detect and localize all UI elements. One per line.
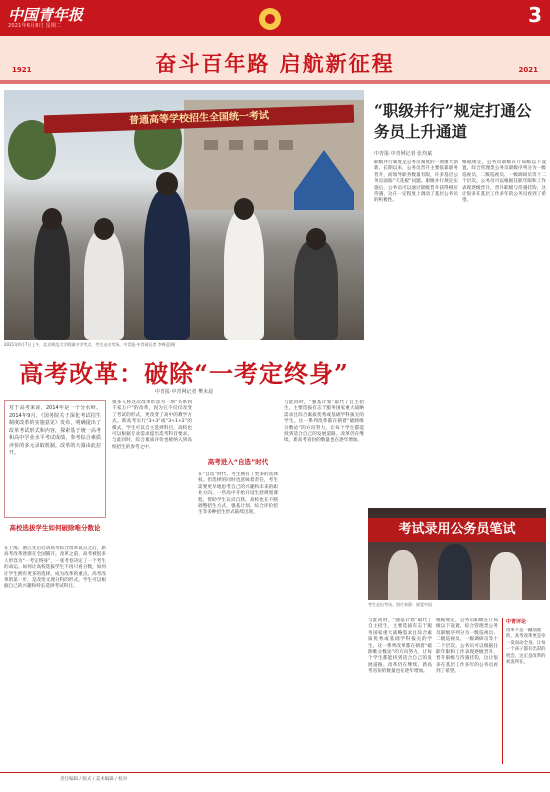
issue-date: 2021年6月8日 星期二 <box>8 23 62 29</box>
building-window <box>254 140 268 150</box>
student-figure <box>144 190 190 340</box>
building-window <box>229 140 243 150</box>
right-column-4: 根据规定，公务员职级在厅局级以下设置，综合管理类公务员职级序列分为一级巡视员、二级巡视员、一级调研员等十二个层次。公务员可以根据任职年限和工作表现逐级晋升，晋升职级与待遇挂钩，这让很多在基层工作多年的公务员看到了希望。 <box>436 618 498 675</box>
student-head <box>306 228 326 250</box>
page-number: 3 <box>528 3 542 27</box>
exam-site-sign: 普通高等学校招生全国统一考试 <box>44 105 354 134</box>
main-headline: 高考改革：破除“一考定终身” <box>19 359 349 388</box>
photo-caption: 2021年6月7日上午，北京师范大学附属中学考点，考生走出考场。中青报·中青网记者 李峥苨/摄 <box>4 342 176 347</box>
commentary-sidebar <box>502 618 546 764</box>
banner-year-start: 1921 <box>12 66 32 74</box>
sidebar-text: 改革不是一蹴而就的，高考改革更是牵一发而动全身。让每一个孩子都有出彩的机会，这正是改革的初衷所在。 <box>506 628 546 666</box>
party-emblem-icon <box>259 8 281 30</box>
article-column-3: 在“自选”时代，考生拥有了更多的选择权。但选择的同时也意味着责任，考生需要更早地思考自己的兴趣和未来的职业方向。一些高中开始开设生涯规划课程，帮助学生认识自我。高校也在不断调整招生方式，强基计划、综合评价招生等多种招生形式陆续出现。 <box>198 472 278 516</box>
article-column-2: 很多人将这次改革形容为一场“关系到千家万户”的改革，因为它不仅仅改变了考试的形式，更改变了高中的教学方式。新高考实行“3+3”或“3+1+2”的模式，学生可以自主选择科目，高校也可以根据专业需求提出选考科目要求。与此同时，综合素质评价也被纳入到高校招生的参考之中。 <box>112 400 192 450</box>
banner-decoration <box>0 80 550 84</box>
candidate-figure <box>490 552 522 600</box>
student-figure <box>34 220 70 340</box>
student-head <box>234 198 254 220</box>
candidate-figure <box>438 544 472 600</box>
student-figure <box>224 210 264 340</box>
exam-students-photo <box>4 90 364 340</box>
student-figure <box>84 230 124 340</box>
right-column-2: 根据规定，公务员职级在厅局级以下设置，综合管理类公务员职级序列分为一级巡视员、二级巡视员、一级调研员等十二个层次。公务员可以根据任职年限和工作表现逐级晋升，晋升职级与待遇挂钩，这让很多在基层工作多年的公务员看到了希望。 <box>462 160 546 204</box>
main-byline: 中青报·中青网记者 樊未晨 <box>154 389 214 395</box>
right-byline: 中青报·中青网记者 张均斌 <box>374 151 433 157</box>
student-head <box>42 208 62 230</box>
civil-service-exam-photo <box>368 508 546 600</box>
masthead <box>0 0 550 36</box>
student-head <box>156 172 178 196</box>
subhead-scores: 高校选拔学生如何破除唯分数论 <box>9 524 101 532</box>
article-column-4: 与此同时，“强基计划”取代了自主招生，主要选拔有志于服务国家重大战略需求且综合素质优秀或基础学科拔尖的学生。这一系列改革都在朝着“破除唯分数论”的方向努力，让每个学生都能找到适合自己的发展道路。改革仍在继续，新高考省份的数量也在逐年增加。 <box>284 400 364 444</box>
student-figure <box>294 240 338 340</box>
page-footer <box>0 772 550 786</box>
student-head <box>94 218 114 240</box>
newspaper-logo: 中国青年报 <box>8 6 84 24</box>
right-column-1: 职级并行制度是公务员制度的一项重大创新。长期以来，公务员晋升主要依靠职务晋升，而领导职务数量有限，许多基层公务员面临“天花板”问题。职级并行规定实施后，公务员可以通过职级晋升获得相应待遇，这在一定程度上调动了基层公务员的积极性。 <box>374 160 458 204</box>
right-column-3: 与此同时，“强基计划”取代了自主招生，主要选拔有志于服务国家重大战略需求且综合素质优秀或基础学科拔尖的学生。这一系列改革都在朝着“破除唯分数论”的方向努力，让每个学生都能找到适合自己的发展道路。改革仍在继续，新高考省份的数量也在逐年增加。 <box>368 618 432 675</box>
candidate-figure <box>388 550 418 600</box>
right-headline: “职级并行”规定打通公务员上升通道 <box>374 101 532 141</box>
editor-credits: 责任编辑 / 版式 / 美术编辑 / 校对 <box>60 777 128 782</box>
building-window <box>279 140 293 150</box>
exam-banner: 考试录用公务员笔试 <box>368 518 546 542</box>
banner-year-end: 2021 <box>518 66 538 74</box>
building-window <box>204 140 218 150</box>
sidebar-title: 中青评论 <box>506 619 527 625</box>
exam-photo-caption: 考生走出考场。图片来源：视觉中国 <box>368 602 432 607</box>
article-column-1: 在上海、浙江先后启动高考综合改革试点之后，新高考改革逐渐在全国铺开。改革之前，高考被很多人形容为“一考定终身”，一张考卷决定了一个考生的命运。如何让高校选拔学生不再只看分数，如何让学生拥有更多的选择，成为改革的重点。高考改革的第一步，是改变文理分科的形式，学生可以根据自己的兴趣和特长选择考试科目。 <box>4 546 106 590</box>
subhead-self-selection: 高考进入“自选”时代 <box>207 458 269 466</box>
banner-slogan: 奋斗百年路 启航新征程 <box>155 52 395 76</box>
lead-paragraph: 对于高考来说，2014年是一个分水岭。2014年9月，《国务院关于深化考试招生制度改革的实施意见》发布，明确提出了改革考试形式和内容，探索基于统一高考和高中学业水平考试成绩、参考综合素质评价的多元录取机制。改革的大幕由此拉开。 <box>9 405 101 456</box>
lead-paragraph-box <box>4 400 106 518</box>
